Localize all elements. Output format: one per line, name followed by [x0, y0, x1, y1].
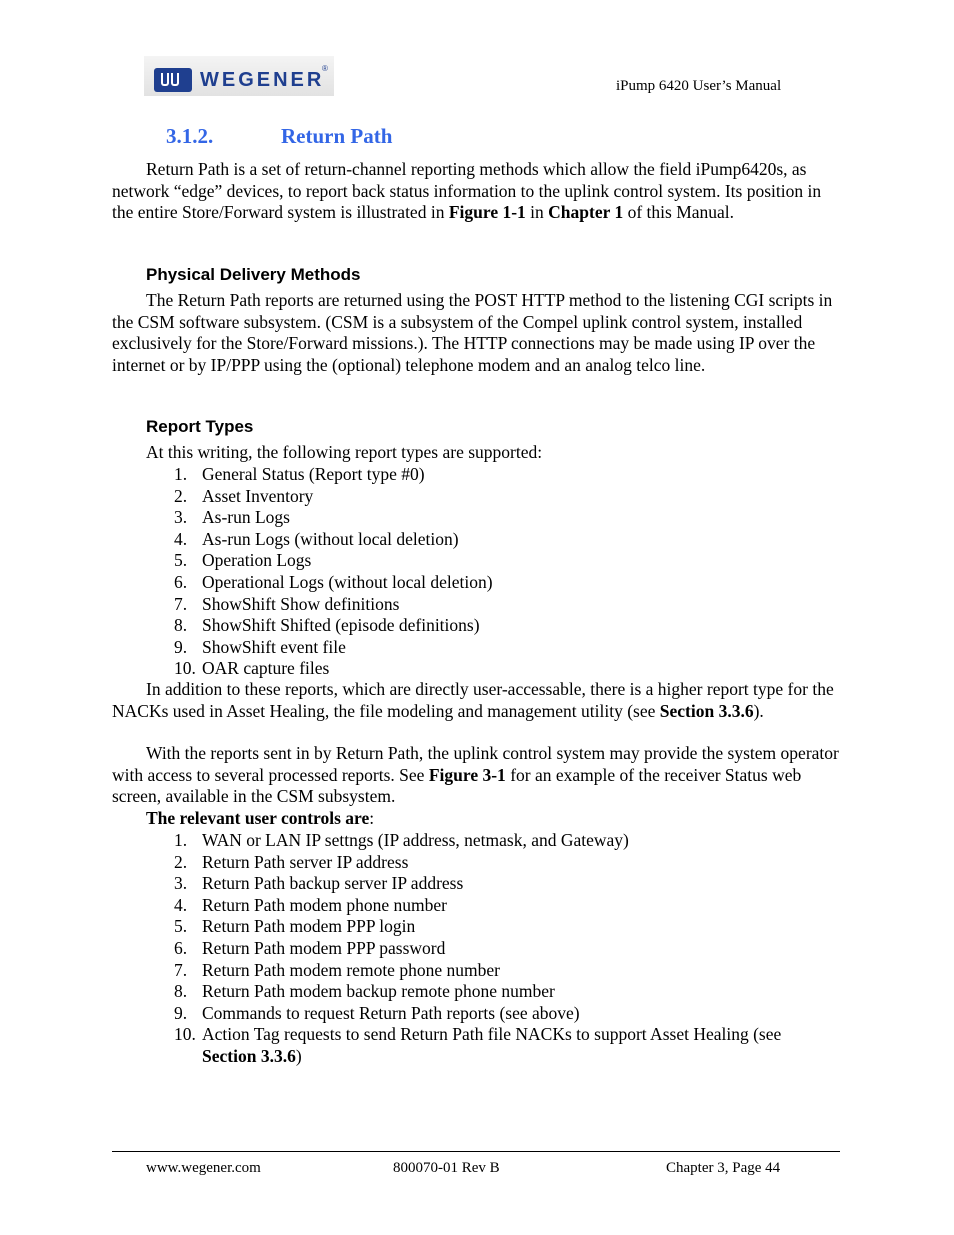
intro-paragraph: Return Path is a set of return-channel reporting methods which allow the field iPump6420s, as network “edge” devices, to report back status information to the uplink control system. Its position in the entire Store/Forward system is illustrated in Figure 1-1 in Chapter 1 of this Manual. [112, 159, 822, 223]
report-types-list [146, 464, 836, 680]
footer-website: www.wegener.com [146, 1160, 261, 1176]
logo-wordmark: WEGENER [200, 69, 325, 91]
physical-delivery-paragraph: The Return Path reports are returned using the POST HTTP method to the listening CGI scripts in the CSM software subsystem. (CSM is a subsystem of the Compel uplink control system, installed exclusively for the Store/Forward missions.). The HTTP connections may be made using IP over the internet or by IP/PPP using the (optional) telephone modem and an analog telco line. [112, 290, 833, 375]
user-controls-list [146, 830, 836, 1068]
list-item: 1. WAN or LAN IP settngs (IP address, netmask, and Gateway) [174, 830, 629, 850]
asset-healing-paragraph: In addition to these reports, which are directly user-accessable, there is a higher report type for the NACKs used in Asset Healing, the file modeling and management utility (see Section 3.3.6). [112, 679, 834, 721]
section-number: 3.1.2. [166, 124, 214, 148]
footer-page-number: Chapter 3, Page 44 [666, 1160, 781, 1176]
report-types-lead: At this writing, the following report types are supported: [146, 442, 543, 462]
list-item: 3. Return Path backup server IP address [174, 873, 464, 894]
footer-divider [112, 1151, 840, 1152]
list-item: 2. Asset Inventory [174, 485, 314, 506]
list-item: 6. Return Path modem PPP password [174, 937, 446, 958]
list-item: 3. As-run Logs [174, 507, 290, 528]
manual-title: iPump 6420 User’s Manual [616, 78, 782, 94]
footer-doc-number: 800070-01 Rev B [393, 1160, 500, 1176]
figure-ref: Figure 3-1 [428, 764, 506, 785]
wegener-logo [144, 56, 334, 96]
list-item: 4. Return Path modem phone number [174, 894, 447, 915]
list-item: 9. Commands to request Return Path reports (see above) [174, 1002, 580, 1023]
list-item: 7. Return Path modem remote phone number [174, 959, 500, 980]
physical-delivery-heading: Physical Delivery Methods [146, 265, 361, 284]
section-ref: Section 3.3.6 [659, 700, 754, 721]
section-ref: Section 3.3.6 [202, 1045, 296, 1066]
list-item: 2. Return Path server IP address [174, 851, 409, 872]
list-item: 10. OAR capture files [174, 658, 330, 679]
chapter-ref: Chapter 1 [548, 202, 624, 223]
list-item: 5. Operation Logs [174, 550, 312, 571]
list-item: 5. Return Path modem PPP login [174, 916, 416, 937]
wegener-logo-mark-icon [154, 68, 192, 92]
processed-reports-paragraph: With the reports sent in by Return Path, the uplink control system may provide the system operator with access to several processed reports. See Figure 3-1 for an example of the receiver Status web screen, available in the CSM subsystem. [112, 743, 839, 807]
list-item: 8. Return Path modem backup remote phone number [174, 981, 555, 1002]
list-item: 6. Operational Logs (without local deletion) [174, 571, 493, 592]
list-item: 7. ShowShift Show definitions [174, 593, 400, 614]
list-item: 8. ShowShift Shifted (episode definitions) [174, 615, 480, 636]
logo-registered-mark: ® [322, 64, 328, 73]
list-item: 1. General Status (Report type #0) [174, 464, 425, 484]
user-controls-lead: The relevant user controls are: [146, 808, 375, 828]
report-types-heading: Report Types [146, 417, 254, 436]
list-item: 9. ShowShift event file [174, 636, 346, 657]
figure-ref: Figure 1-1 [448, 202, 526, 223]
list-item: 10. Action Tag requests to send Return Path file NACKs to support Asset Healing (see Section 3.3.6) [174, 1024, 782, 1066]
list-item: 4. As-run Logs (without local deletion) [174, 528, 459, 549]
section-title: Return Path [281, 124, 393, 148]
